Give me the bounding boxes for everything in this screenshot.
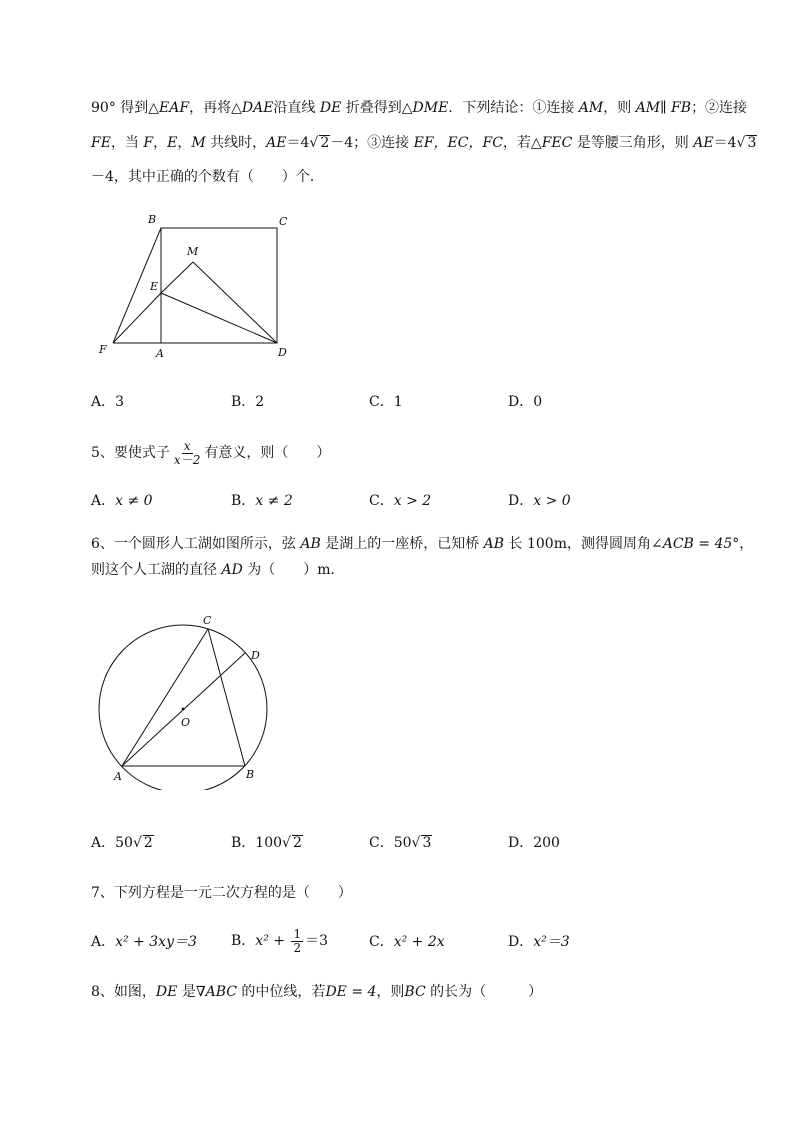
option-value: x ≠ 2 (255, 493, 293, 509)
q4-triangle-dme: DME (412, 100, 449, 116)
radical-sign: √ (411, 835, 421, 851)
option-value: x > 2 (393, 493, 432, 509)
q6-option-b[interactable] (231, 833, 303, 853)
q4-text: ，则 (603, 100, 636, 116)
q4-line-de: DE (319, 100, 342, 116)
option-coefficient: 200 (533, 835, 560, 851)
q4-option-a[interactable] (91, 392, 124, 412)
q8-stem (91, 982, 542, 1002)
option-value: 3 (115, 394, 125, 410)
segment-fe (113, 293, 161, 343)
q6-text: 则这个人工湖的直径 (91, 562, 222, 578)
segment-em (161, 262, 193, 293)
option-value: 1 (393, 394, 403, 410)
q8-condition: DE = 4 (325, 984, 377, 1000)
q5-fraction (172, 440, 202, 467)
q4-segment-ae: AE (693, 135, 714, 151)
q6-stem-line-2 (91, 560, 345, 580)
q5-option-c[interactable] (369, 491, 431, 511)
q4-text: ；②连接 (691, 100, 748, 116)
q7-option-b[interactable] (231, 926, 328, 956)
q4-point-e: E (167, 135, 178, 151)
q4-text: 是等腰三角形，则 (572, 135, 694, 151)
q6-chord-ab: AB (483, 536, 505, 552)
option-label: C． (369, 835, 394, 851)
option-label: D． (508, 934, 534, 950)
q6-text: 为（ ）m． (242, 562, 345, 578)
q4-radicand: 3 (747, 135, 757, 151)
segment-ed (161, 293, 277, 343)
option-value: 0 (533, 394, 543, 410)
q4-text: －4；③连接 (330, 135, 414, 151)
option-label: B． (231, 835, 256, 851)
label-c: C (203, 614, 212, 627)
q4-triangle-eaf: EAF (159, 100, 190, 116)
option-label: C． (369, 934, 394, 950)
fraction-numerator: x (183, 438, 191, 453)
q6-text: 是湖上的一座桥，已知桥 (320, 536, 484, 552)
q6-chord-ab: AB (300, 536, 321, 552)
label-f: F (99, 343, 107, 356)
label-d: D (251, 649, 260, 662)
option-value: x > 0 (533, 493, 571, 509)
q4-text: ＝4 (286, 135, 310, 151)
option-value: ＝3 (305, 933, 328, 949)
q4-text: ，若△ (502, 135, 542, 151)
option-fraction (291, 928, 303, 955)
q4-geometry-figure (95, 208, 295, 363)
q4-text: 沿直线 (273, 100, 320, 116)
q4-point-m: M (191, 135, 206, 151)
q4-stem-line-2 (91, 133, 757, 153)
q5-option-d[interactable] (508, 491, 571, 511)
option-label: B． (231, 493, 256, 509)
option-value: 2 (255, 394, 265, 410)
option-label: D． (508, 394, 534, 410)
label-d: D (278, 346, 287, 359)
q4-text: ，当 (110, 135, 144, 151)
option-label: A． (91, 493, 116, 509)
q6-text: ， (739, 536, 754, 552)
q4-option-b[interactable] (231, 392, 264, 412)
q4-parallel-am-fb: AM∥ FB (635, 100, 692, 116)
label-a: A (114, 770, 122, 783)
q4-text: 折叠得到△ (341, 100, 413, 116)
option-label: D． (508, 835, 534, 851)
q4-radicand: 2 (320, 135, 330, 151)
fraction-denominator: x－2 (173, 452, 201, 467)
segment-md (193, 262, 277, 343)
q4-segment-fe: FE (91, 135, 111, 151)
option-coefficient: 100 (255, 835, 283, 851)
q7-option-d[interactable] (508, 932, 570, 952)
q7-option-a[interactable] (91, 932, 197, 952)
option-label: A． (91, 934, 116, 950)
q4-text: ，再将△ (189, 100, 242, 116)
q8-segment-bc: BC (404, 984, 426, 1000)
option-label: C． (369, 394, 394, 410)
q4-text: ＝4 (713, 135, 737, 151)
q5-text: 5、要使式子 (91, 445, 170, 461)
q4-segment-ae: AE (266, 135, 287, 151)
q7-option-c[interactable] (369, 932, 445, 952)
option-value: x² + (255, 933, 290, 949)
q4-triangle-fec: FEC (541, 135, 573, 151)
fraction-denominator: 2 (293, 940, 302, 955)
q8-text: 的长为（ ） (425, 984, 543, 1000)
q4-stem-line-1 (91, 98, 747, 118)
radical-sign: √ (282, 835, 291, 851)
q4-option-c[interactable] (369, 392, 403, 412)
radical-sign: √ (132, 835, 142, 851)
option-value: x² + 2x (393, 934, 445, 950)
label-o: O (181, 716, 191, 729)
label-c: C (279, 215, 288, 228)
option-label: B． (231, 394, 256, 410)
q6-text: 长 100m，测得圆周角 (504, 536, 651, 552)
option-label: C． (369, 493, 394, 509)
q6-circle-figure (95, 605, 275, 790)
q4-triangle-dae: DAE (241, 100, 274, 116)
option-radicand: 2 (292, 835, 302, 851)
option-radicand: 3 (422, 835, 432, 851)
q6-angle-acb: ∠ACB = 45° (650, 536, 740, 552)
q5-text: 有意义，则（ ） (204, 445, 331, 461)
q4-option-d[interactable] (508, 392, 542, 412)
option-value: x²＝3 (533, 934, 570, 950)
q6-text: 6、一个圆形人工湖如图所示，弦 (91, 536, 301, 552)
q4-segment-am: AM (578, 100, 604, 116)
q6-stem-line-1 (91, 534, 753, 554)
segment-cb (208, 629, 245, 766)
option-value: x ≠ 0 (115, 493, 153, 509)
q4-point-f: F (143, 135, 154, 151)
q4-text: －4，其中正确的个数有（ ）个． (91, 169, 324, 185)
circle-o (99, 625, 267, 790)
q7-text: 7、下列方程是一元二次方程的是（ ） (91, 885, 352, 901)
option-label: A． (91, 835, 116, 851)
radical-sign: √ (736, 135, 746, 151)
label-b: B (246, 768, 255, 781)
q4-stem-line-3 (91, 167, 324, 187)
q5-stem (91, 438, 330, 468)
q5-option-a[interactable] (91, 491, 153, 511)
q7-stem (91, 883, 352, 903)
q6-option-a[interactable] (91, 833, 154, 853)
q4-text: 90° 得到△ (91, 100, 160, 116)
option-value: x² + 3xy＝3 (115, 934, 197, 950)
label-m: M (187, 245, 199, 258)
segment-ac (122, 629, 208, 766)
q5-option-b[interactable] (231, 491, 293, 511)
option-label: A． (91, 394, 116, 410)
q8-text: 8、如图， (91, 984, 156, 1000)
q8-text: 是 (177, 984, 196, 1000)
option-coefficient: 50 (115, 835, 133, 851)
q8-text: ，则 (376, 984, 405, 1000)
option-radicand: 2 (143, 835, 153, 851)
fraction-numerator: 1 (293, 926, 302, 941)
label-e: E (150, 280, 159, 293)
q4-text: ， (177, 135, 192, 151)
q4-text: ， (153, 135, 168, 151)
q4-text: 共线时， (205, 135, 267, 151)
option-coefficient: 50 (393, 835, 412, 851)
label-a: A (156, 347, 164, 360)
center-point (182, 708, 185, 711)
q4-text: ．下列结论：①连接 (448, 100, 579, 116)
q8-segment-de: DE (155, 984, 178, 1000)
q6-option-c[interactable] (369, 833, 432, 853)
q8-triangle-abc: ∇ABC (195, 984, 237, 1000)
q8-text: 的中位线，若 (236, 984, 326, 1000)
q6-option-d[interactable] (508, 833, 560, 853)
q6-diameter-ad: AD (221, 562, 243, 578)
radical-sign: √ (309, 135, 319, 151)
label-b: B (148, 213, 157, 226)
option-label: B． (231, 933, 256, 949)
q4-segments-ef-ec-fc: EF，EC，FC (413, 135, 503, 151)
option-label: D． (508, 493, 534, 509)
